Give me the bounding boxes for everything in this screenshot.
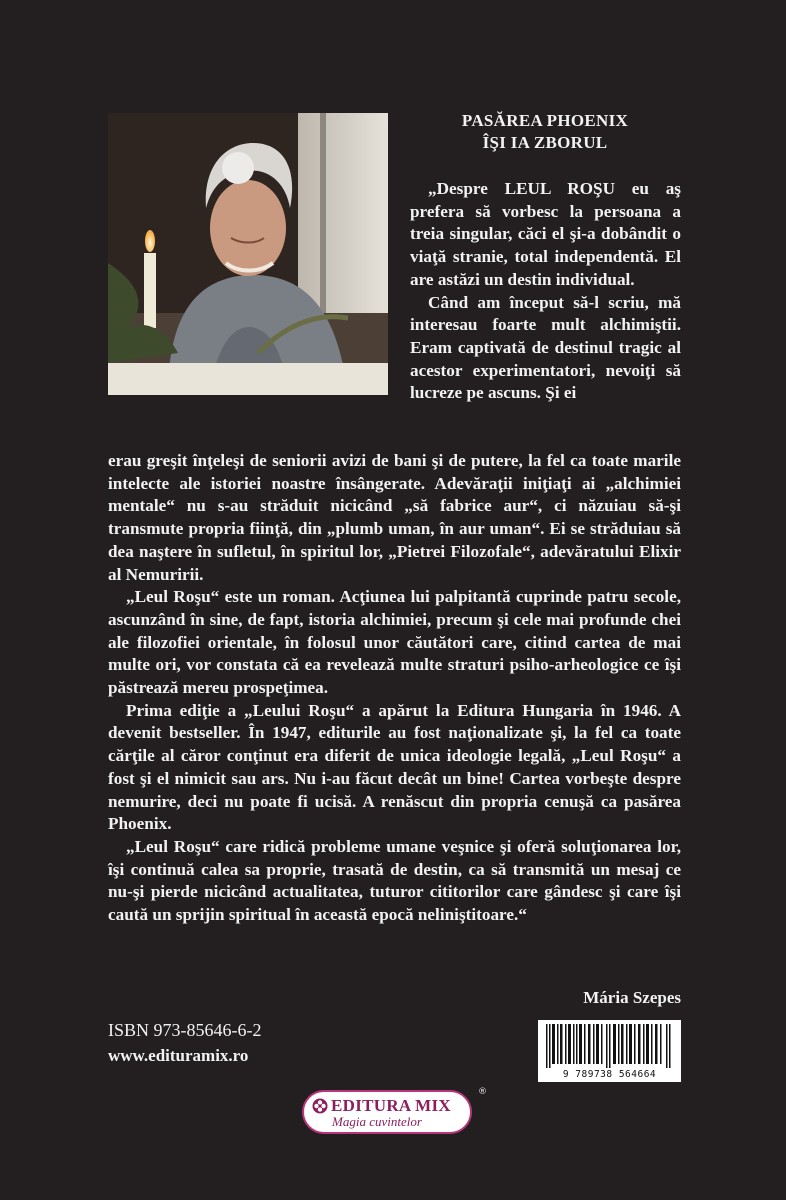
paragraph: „Leul Roşu“ este un roman. Acţiunea lui palpitantă cuprinde patru secole, ascunzând în sine, de fapt, istoria alchimiei, precum şi cele mai profunde chei ale filozofiei orientale, în folosul unor căutători care, citind cartea de mai multe ori, vor constata că ea revelează multe straturi psiho-arheologice ce îşi păstrează mereu prospeţimea. — [108, 587, 681, 698]
heading-line-2: ÎŞI IA ZBORUL — [482, 133, 608, 152]
publisher-name: EDITURA MIX — [331, 1096, 451, 1115]
website-link[interactable]: www.edituramix.ro — [108, 1046, 249, 1065]
paragraph: Prima ediţie a „Leului Roşu“ a apărut la Editura Hungaria în 1946. A devenit bestseller. În 1947, editurile au fost naţionalizate şi, la fel ca toate cărţile al căror conţinut era diferit de unica ideologie legală, „Leul Roşu“ a fost şi el nimicit sau ars. Nu i-au făcut decât un bine! Cartea vorbeşte despre nemurire, deci nu poate fi ucisă. A renăscut din propria cenuşă ca pasărea Phoenix. — [108, 700, 681, 834]
isbn: ISBN 973-85646-6-2 — [108, 1020, 262, 1040]
paragraph: „Leul Roşu“ care ridică probleme umane veşnice şi oferă soluţionarea lor, îşi continuă calea sa proprie, trasată de destin, ca să transmită un mesaj ce nu-şi pierde nicicând actualitatea, tuturor cititorilor care gândesc şi care îşi caută un sprijin spiritual în această epocă neliniştitoare.“ — [108, 836, 681, 925]
paragraph: Când am început să-l scriu, mă interesau foarte mult alchimiştii. Eram captivată de destinul tragic al acestor experimentatori, nevoiţi să lucreze pe ascuns. Şi ei — [410, 292, 681, 403]
heading — [410, 110, 680, 154]
heading-line-1: PASĂREA PHOENIX — [461, 111, 629, 130]
registered-mark: ® — [478, 1087, 487, 1097]
flower-icon — [312, 1098, 328, 1114]
author-signature: Mária Szepes — [583, 988, 681, 1007]
publisher-slogan: Magia cuvintelor — [332, 1114, 422, 1129]
paragraph: erau greşit înţeleşi de seniorii avizi de bani şi de putere, la fel ca toate marile intelecte ale istoriei noastre însângerate. Adevăraţii iniţiaţi ai „alchimiei mentale“ nu s-au străduit nicicând „să fabrice aur“, ci năzuiau să-şi transmute propria fiinţă, din „plumb uman, în aur uman“. Ei se străduiau să dea naştere în sufletul, în spiritul lor, „Pietrei Filozofale“, adevăratului Elixir al Nemuririi. — [108, 451, 681, 584]
publisher-logo — [302, 1090, 472, 1134]
author-photo — [108, 113, 388, 395]
barcode-bars — [538, 1020, 681, 1068]
barcode — [538, 1020, 681, 1082]
paragraph: „Despre LEUL ROŞU eu aş prefera să vorbesc la persoana a treia singular, căci el şi-a dobândit o viaţă stranie, total independentă. El are astăzi un destin individual. — [410, 179, 681, 289]
text-column-right — [410, 178, 681, 405]
barcode-number: 9 789738 564664 — [562, 1069, 657, 1080]
text-column-full — [108, 450, 681, 927]
